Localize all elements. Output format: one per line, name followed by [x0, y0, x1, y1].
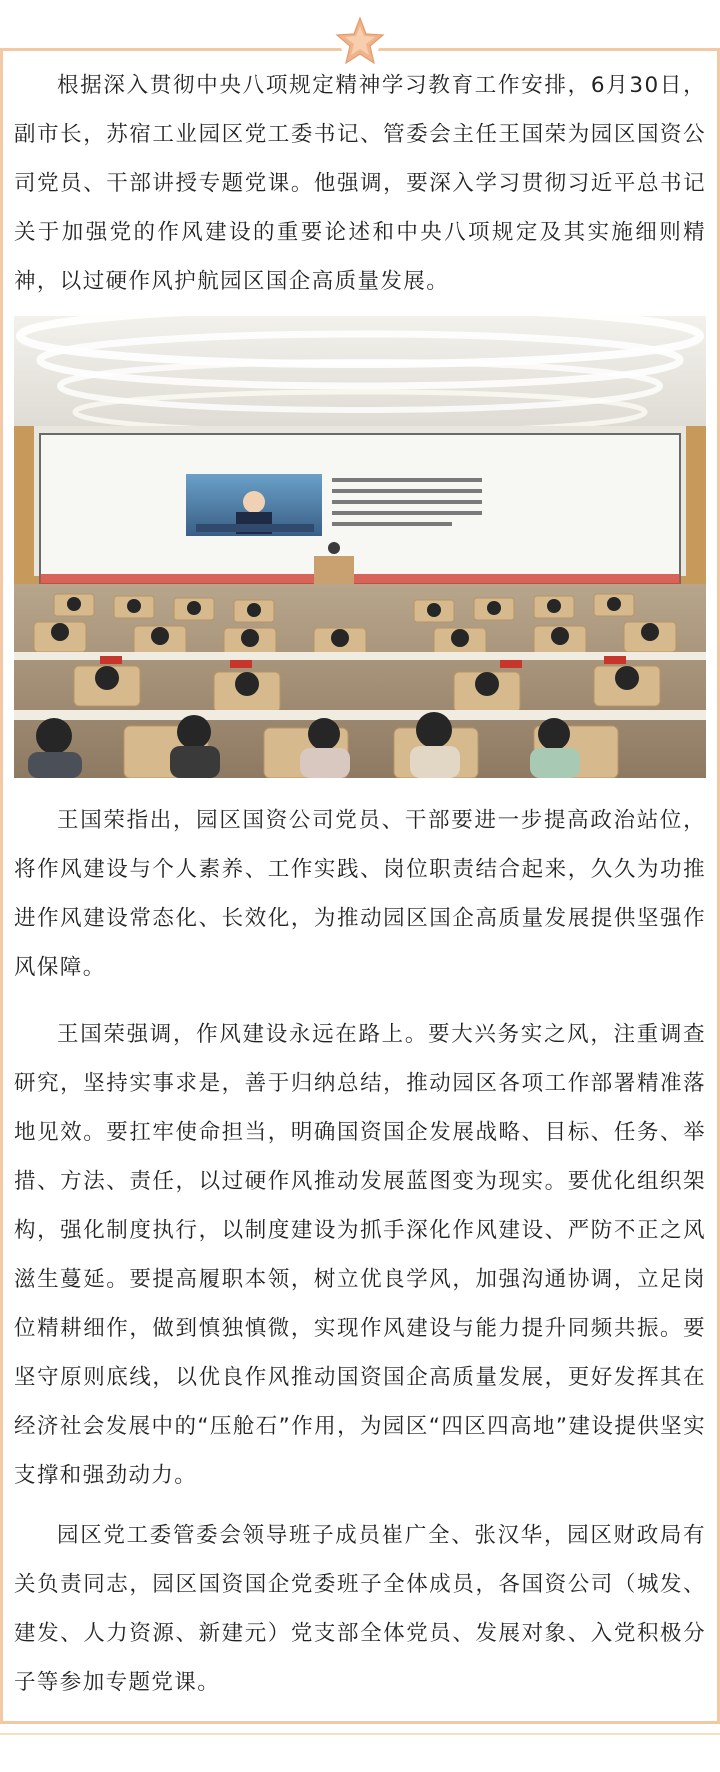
bottom-divider: [0, 1733, 720, 1735]
paragraph-point: 王国荣指出，园区国资公司党员、干部要进一步提高政治站位，将作风建设与个人素养、工作实践、岗位职责结合起来，久久为功推进作风建设常态化、长效化，为推动园区国企高质量发展提供坚强作风保障。: [14, 808, 706, 980]
paragraph-attendees: 园区党工委管委会领导班子成员崔广全、张汉华，园区财政局有关负责同志，园区国资国企党委班子全体成员，各国资公司（城发、建发、人力资源、新建元）党支部全体党员、发展对象、入党积极分子等参加专题党课。: [14, 1523, 706, 1695]
meeting-photo: [14, 316, 706, 778]
star-icon: [334, 14, 386, 66]
paragraph-intro: 根据深入贯彻中央八项规定精神学习教育工作安排，6月30日，副市长，苏宿工业园区党工委书记、管委会主任王国荣为园区国资公司党员、干部讲授专题党课。他强调，要深入学习贯彻习近平总书记关于加强党的作风建设的重要论述和中央八项规定及其实施细则精神，以过硬作风护航园区国企高质量发展。: [14, 73, 706, 294]
paragraph-emphasis: 王国荣强调，作风建设永远在路上。要大兴务实之风，注重调查研究，坚持实事求是，善于归纳总结，推动园区各项工作部署精准落地见效。要扛牢使命担当，明确国资国企发展战略、目标、任务、举措、方法、责任，以过硬作风推动发展蓝图变为现实。要优化组织架构，强化制度执行，以制度建设为抓手深化作风建设、严防不正之风滋生蔓延。要提高履职本领，树立优良学风，加强沟通协调，立足岗位精耕细作，做到慎独慎微，实现作风建设与能力提升同频共振。要坚守原则底线，以优良作风推动国资国企高质量发展，更好发挥其在经济社会发展中的“压舱石”作用，为园区“四区四高地”建设提供坚实支撑和强劲动力。: [14, 1022, 706, 1488]
